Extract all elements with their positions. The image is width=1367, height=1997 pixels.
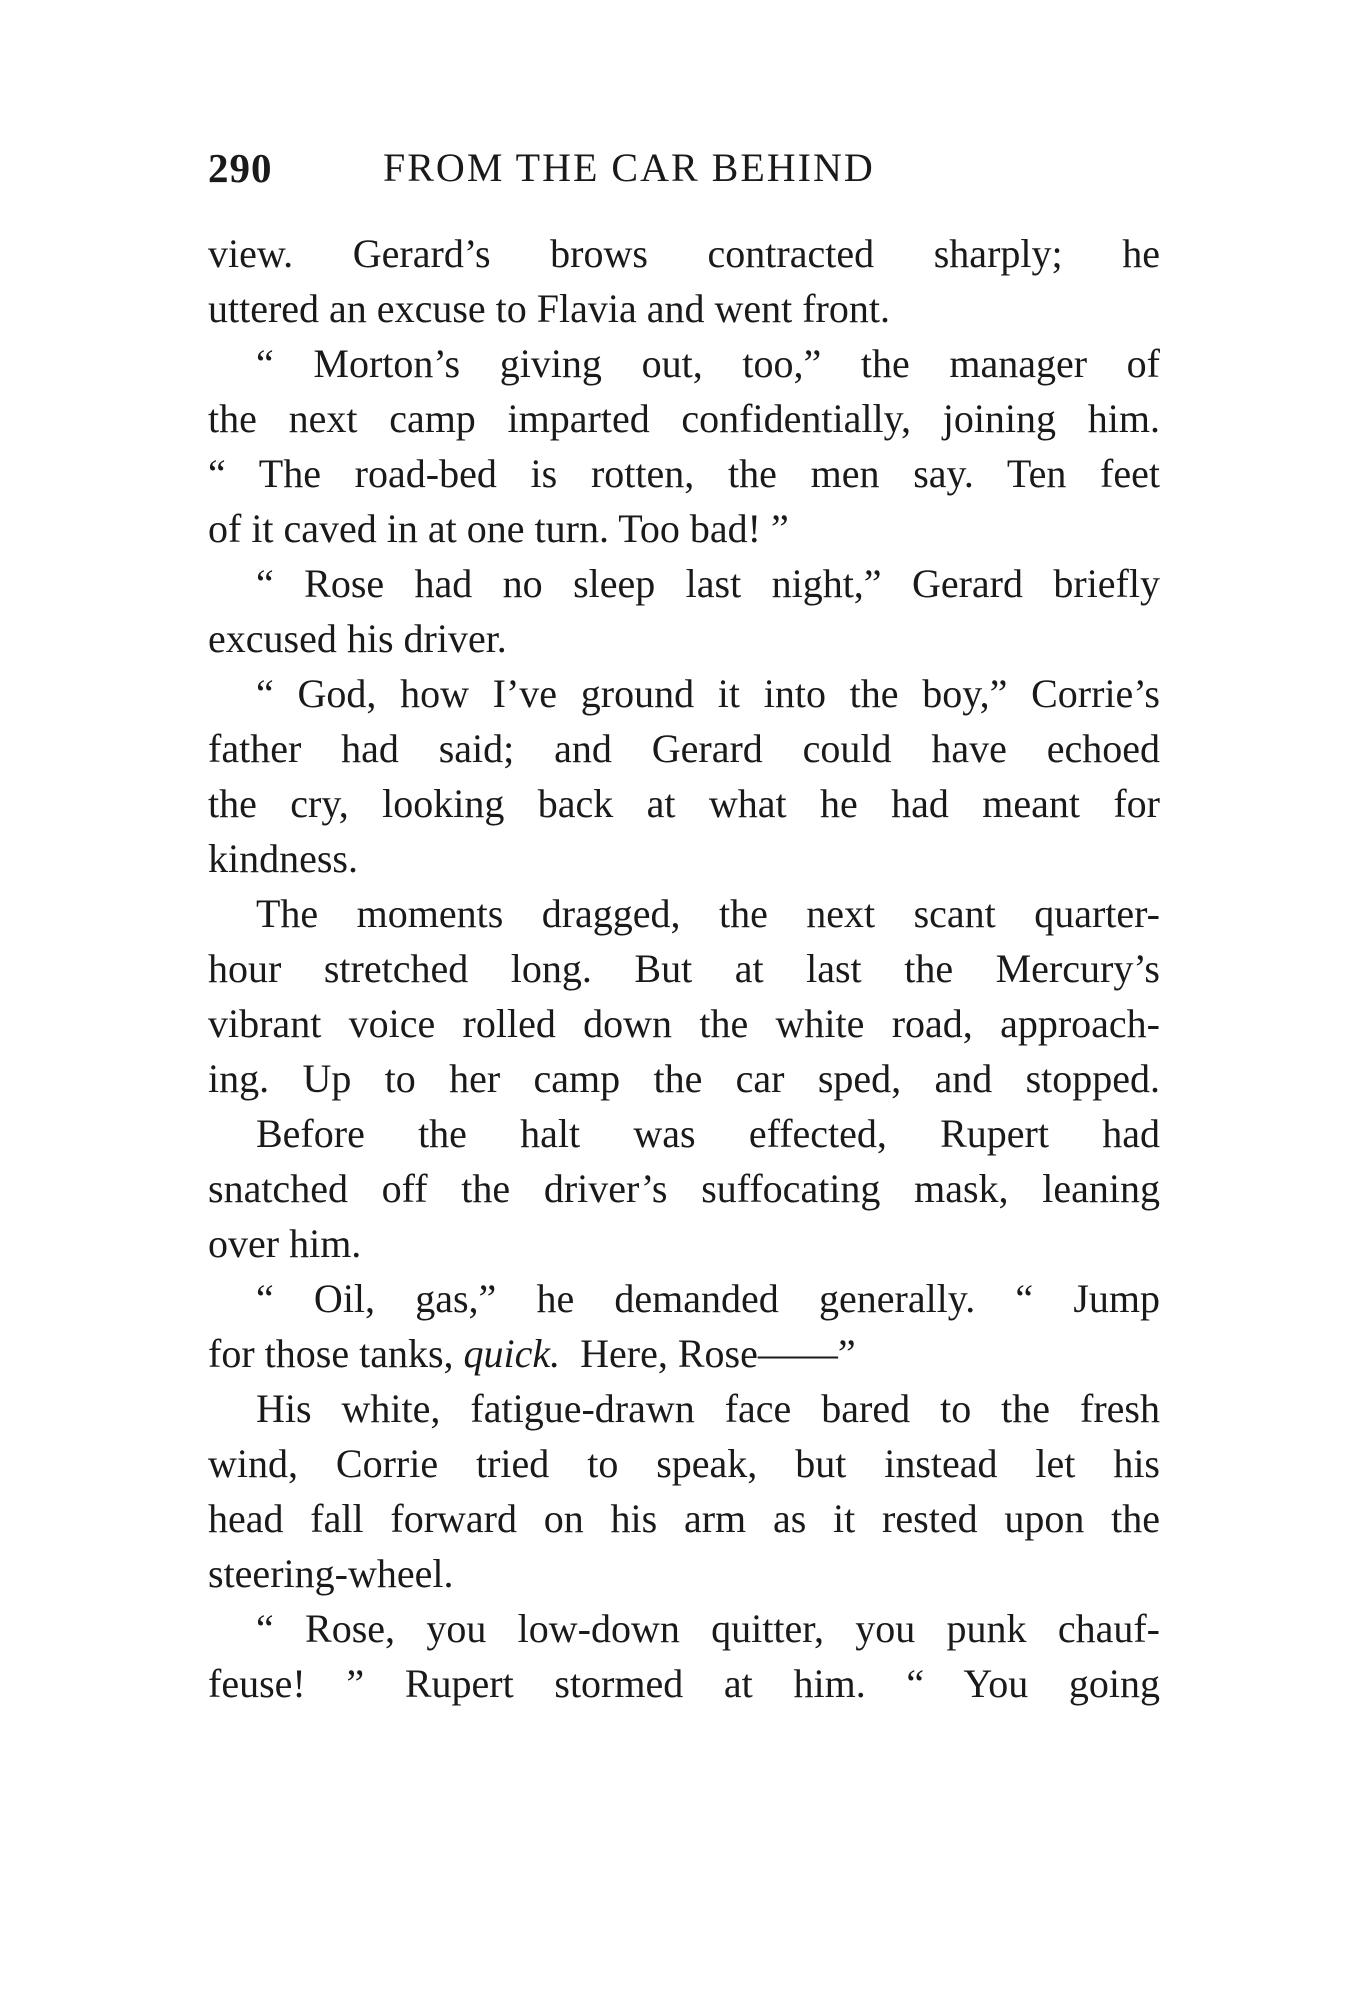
text-line: snatched off the driver’s suffocating mask, leaning <box>208 1166 1160 1211</box>
text-span: Here, Rose——” <box>580 1331 856 1376</box>
page-header <box>208 138 1168 198</box>
text-line: uttered an excuse to Flavia and went front. <box>208 286 890 331</box>
text-line: “ Rose had no sleep last night,” Gerard briefly <box>256 561 1160 606</box>
text-line: view. Gerard’s brows contracted sharply; he <box>208 231 1160 276</box>
text-line: father had said; and Gerard could have echoed <box>208 726 1160 771</box>
text-line: Before the halt was effected, Rupert had <box>256 1111 1160 1156</box>
running-title: FROM THE CAR BEHIND <box>383 145 875 190</box>
text-line: wind, Corrie tried to speak, but instead let his <box>208 1441 1160 1486</box>
text-line: ing. Up to her camp the car sped, and stopped. <box>208 1056 1160 1101</box>
text-line: over him. <box>208 1221 362 1266</box>
text-line-mixed <box>208 1326 1160 1381</box>
text-line: “ Rose, you low-down quitter, you punk chauf- <box>256 1606 1160 1651</box>
text-line: vibrant voice rolled down the white road, approach- <box>208 1001 1160 1046</box>
text-line: the cry, looking back at what he had meant for <box>208 781 1160 826</box>
text-line: of it caved in at one turn. Too bad! ” <box>208 506 789 551</box>
text-line: hour stretched long. But at last the Mercury’s <box>208 946 1160 991</box>
text-line: head fall forward on his arm as it rested upon the <box>208 1496 1160 1541</box>
text-line: kindness. <box>208 836 358 881</box>
text-line: feuse! ” Rupert stormed at him. “ You going <box>208 1661 1160 1706</box>
text-line: His white, fatigue-drawn face bared to the fresh <box>256 1386 1160 1431</box>
text-line: “ Morton’s giving out, too,” the manager of <box>256 341 1160 386</box>
text-line: “ The road-bed is rotten, the men say. Ten feet <box>208 451 1160 496</box>
text-line: excused his driver. <box>208 616 507 661</box>
text-span: for those tanks, <box>208 1331 454 1376</box>
text-line: “ God, how I’ve ground it into the boy,” Corrie’s <box>256 671 1160 716</box>
body-text <box>208 226 1160 1711</box>
text-line: The moments dragged, the next scant quarter- <box>256 891 1160 936</box>
text-line: “ Oil, gas,” he demanded generally. “ Jump <box>256 1276 1160 1321</box>
text-line: the next camp imparted confidentially, joining him. <box>208 396 1160 441</box>
italic-word: quick. <box>463 1331 561 1376</box>
text-line: steering-wheel. <box>208 1551 454 1596</box>
page-number: 290 <box>208 145 273 191</box>
